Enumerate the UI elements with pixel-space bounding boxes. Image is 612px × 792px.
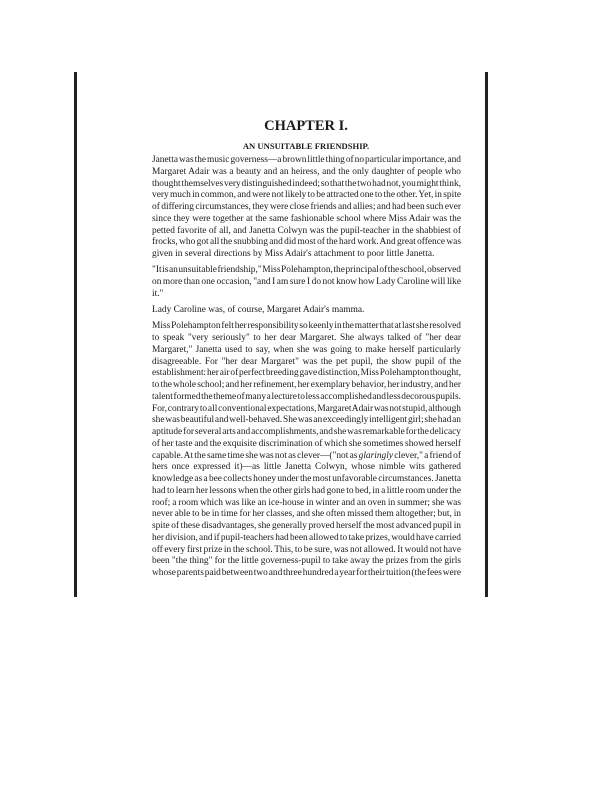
text-line: "It is an unsuitable friendship," Miss Polehampton, the principal of the school, observed: [152, 265, 461, 276]
text-line: since they were together at the same fashionable school where Miss Adair was the: [152, 213, 461, 224]
text-line: off every first prize in the school. This, to be sure, was not allowed. It would not have: [152, 544, 461, 555]
text-line: to the whole school; and her refinement, her exemplary behavior, her industry, and her: [152, 380, 461, 390]
text-line: had to learn her lessons when the other girls had gone to bed, in a little room under the: [152, 485, 461, 496]
text-segment: capable. At the same time she was not as clever—("not as: [152, 450, 359, 461]
text-line: very much in common, and were not likely to be attracted one to the other. Yet, in spite: [152, 190, 461, 201]
text-line: of differing circumstances, they were close friends and allies; and had been such ever: [152, 202, 461, 212]
text-line: aptitude for several arts and accomplishments, and she was remarkable for the delicacy: [152, 427, 461, 437]
text-line: been "the thing" for the little governess-pupil to take away the prizes from the girls: [152, 556, 461, 567]
text-line: frocks, who got all the snubbing and did most of the hard work. And great offence was: [152, 237, 461, 248]
text-line: it.": [152, 288, 164, 299]
text-line: given in several directions by Miss Adair's attachment to poor little Janetta.: [152, 249, 435, 259]
text-line: of her taste and the exquisite discrimination of which she sometimes showed herself: [152, 438, 461, 449]
chapter-title: CHAPTER I.: [264, 118, 348, 134]
text-line: Margaret Adair was a beauty and an heiress, and the only daughter of people who: [152, 166, 461, 177]
chapter-subtitle: AN UNSUITABLE FRIENDSHIP.: [242, 141, 370, 151]
text-line: For, contrary to all conventional expectations, Margaret Adair was not stupid, although: [152, 403, 461, 414]
text-line: on more than one occasion, "and I am sure I do not know how Lady Caroline will like: [152, 277, 461, 287]
paragraph: [152, 155, 461, 261]
text-line: Lady Caroline was, of course, Margaret Adair's mamma.: [152, 305, 365, 315]
text-line: thought themselves very distinguished indeed; so that the two had not, you might think,: [152, 178, 461, 189]
text-line: Miss Polehampton felt her responsibility so keenly in the matter that at last she resolved: [152, 321, 461, 332]
text-line: disagreeable. For "her dear Margaret" was the pet pupil, the show pupil of the: [152, 356, 461, 367]
chapter-body: [152, 155, 461, 584]
text-segment: clever," a friend of: [393, 450, 461, 461]
text-line: establishment: her air of perfect breeding gave distinction, Miss Polehampton thought,: [152, 368, 461, 379]
text-line: she was beautiful and well-behaved. She was an exceedingly intelligent girl; she had an: [152, 415, 461, 426]
paragraph: [152, 265, 461, 300]
text-line: talent formed the theme of many a lecture to less accomplished and less decorous pupils.: [152, 391, 461, 402]
text-line: [152, 451, 461, 463]
text-line: never able to be in time for her classes, and she often missed them altogether; but, in: [152, 509, 461, 520]
text-line: spite of these disadvantages, she generally proved herself the most advanced pupil in: [152, 521, 461, 531]
italic-text: glaringly: [358, 450, 393, 461]
text-line: to speak "very seriously" to her dear Margaret. She always talked of "her dear: [152, 333, 461, 343]
text-line: petted favorite of all, and Janetta Colwyn was the pupil-teacher in the shabbiest of: [152, 225, 461, 236]
text-line: roof; a room which was like an ice-house in winter and an oven in summer; she was: [152, 497, 461, 508]
text-line: knowledge as a bee collects honey under the most unfavorable circumstances. Janetta: [152, 474, 461, 484]
paragraph: [152, 305, 461, 317]
text-line: hers once expressed it)—as little Janetta Colwyn, whose nimble wits gathered: [152, 462, 461, 473]
text-line: Janetta was the music governess—a brown little thing of no particular importance, and: [152, 155, 461, 165]
text-line: her division, and if pupil-teachers had been allowed to take prizes, would have carried: [152, 532, 461, 543]
text-line: whose parents paid between two and three hundred a year for their tuition (the fees were: [152, 568, 461, 578]
paragraph: [152, 321, 461, 580]
text-line: Margaret," Janetta used to say, when she was going to make herself particularly: [152, 344, 461, 355]
